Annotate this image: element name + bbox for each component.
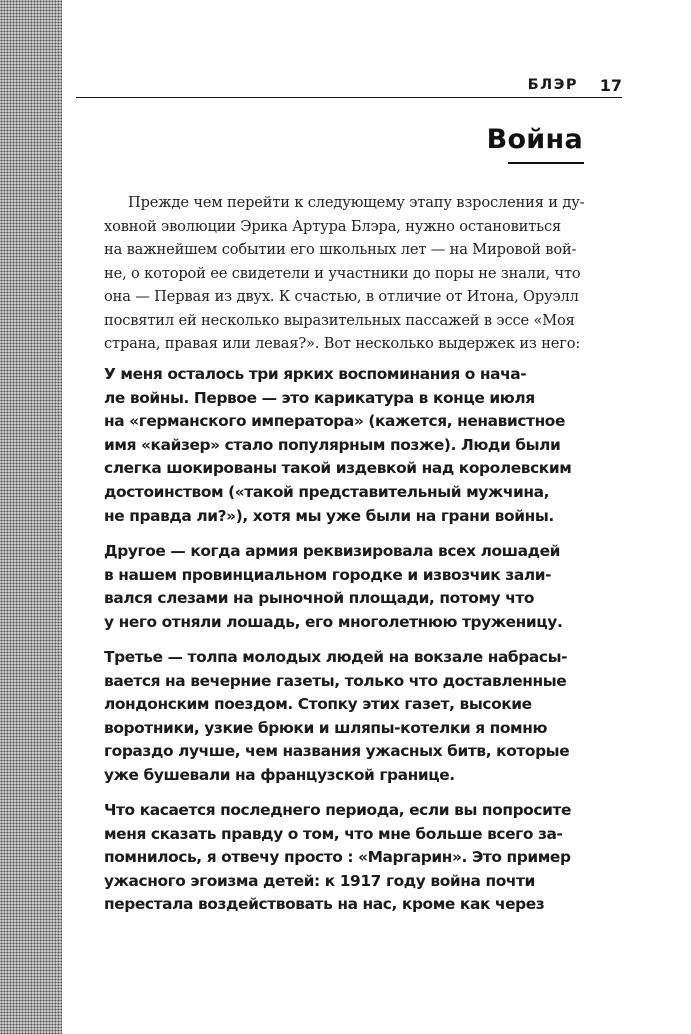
title-underline — [508, 162, 584, 164]
text-line: она — Первая из двух. К счастью, в отличие от Итона, Оруэлл — [104, 288, 579, 305]
intro-paragraph — [104, 191, 598, 356]
quote-line: вался слезами на рыночной площади, потому что — [104, 589, 535, 608]
quote-line: меня сказать правду о том, что мне больше всего за- — [104, 824, 563, 843]
header-rule — [76, 97, 622, 98]
quote-line: в нашем провинциальном городке и извозчик зали- — [104, 565, 552, 584]
quote-line: лондонским поездом. Стопку этих газет, высокие — [104, 695, 532, 714]
text-line: на важнейшем событии его школьных лет — на Мировой вой- — [104, 241, 577, 258]
quote-line: не правда ли?»), хотя мы уже были на грани войны. — [104, 506, 554, 525]
quote-line: слегка шокированы такой издевкой над королевским — [104, 459, 572, 478]
quote-line: У меня осталось три ярких воспоминания о нача- — [104, 365, 527, 383]
quote-line: ле войны. Первое — это карикатура в конце июля — [104, 388, 535, 407]
running-head: БЛЭР — [527, 77, 578, 93]
text-line: не, о которой ее свидетели и участники до поры не знали, что — [104, 264, 581, 282]
quote-line: ужасного эгоизма детей: к 1917 году война почти — [104, 871, 535, 890]
text-line: ховной эволюции Эрика Артура Блэра, нужно остановиться — [104, 217, 562, 235]
text-line: Прежде чем перейти к следующему этапу взросления и ду- — [128, 194, 585, 211]
page-number: 17 — [599, 76, 622, 95]
quote-paragraph-4 — [104, 799, 598, 917]
quote-paragraph-2 — [104, 540, 598, 634]
quote-line: перестала воздействовать на нас, кроме как через — [104, 895, 545, 914]
quote-line: Другое — когда армия реквизировала всех лошадей — [104, 542, 561, 560]
text-line: страна, правая или левая?». Вот несколько выдержек из него: — [104, 335, 581, 352]
quote-line: уже бушевали на французской границе. — [104, 765, 455, 784]
quote-line: Третье — толпа молодых людей на вокзале набрасы- — [104, 648, 568, 666]
quote-line: Что касается последнего периода, если вы попросите — [104, 801, 572, 819]
quote-line: имя «кайзер» стало популярным позже). Люди были — [104, 435, 561, 454]
quote-line: на «германского императора» (кажется, ненавистное — [104, 412, 566, 431]
quote-line: вается на вечерние газеты, только что доставленные — [104, 671, 567, 690]
quote-line: достоинством («такой представительный мужчина, — [104, 482, 550, 501]
quote-paragraph-1 — [104, 363, 598, 528]
quote-line: гораздо лучше, чем названия ужасных битв, которые — [104, 742, 570, 761]
page-header — [76, 74, 622, 96]
halftone-page-edge — [0, 0, 62, 1034]
quote-line: помнилось, я отвечу просто : «Маргарин». Это пример — [104, 848, 571, 867]
chapter-title: Война — [486, 124, 583, 155]
quote-line: воротники, узкие брюки и шляпы-котелки я помню — [104, 718, 548, 737]
quote-paragraph-3 — [104, 646, 598, 788]
text-line: посвятил ей несколько выразительных пассажей в эссе «Моя — [104, 311, 575, 329]
quote-line: у него отняли лошадь, его многолетнюю труженицу. — [104, 612, 563, 631]
